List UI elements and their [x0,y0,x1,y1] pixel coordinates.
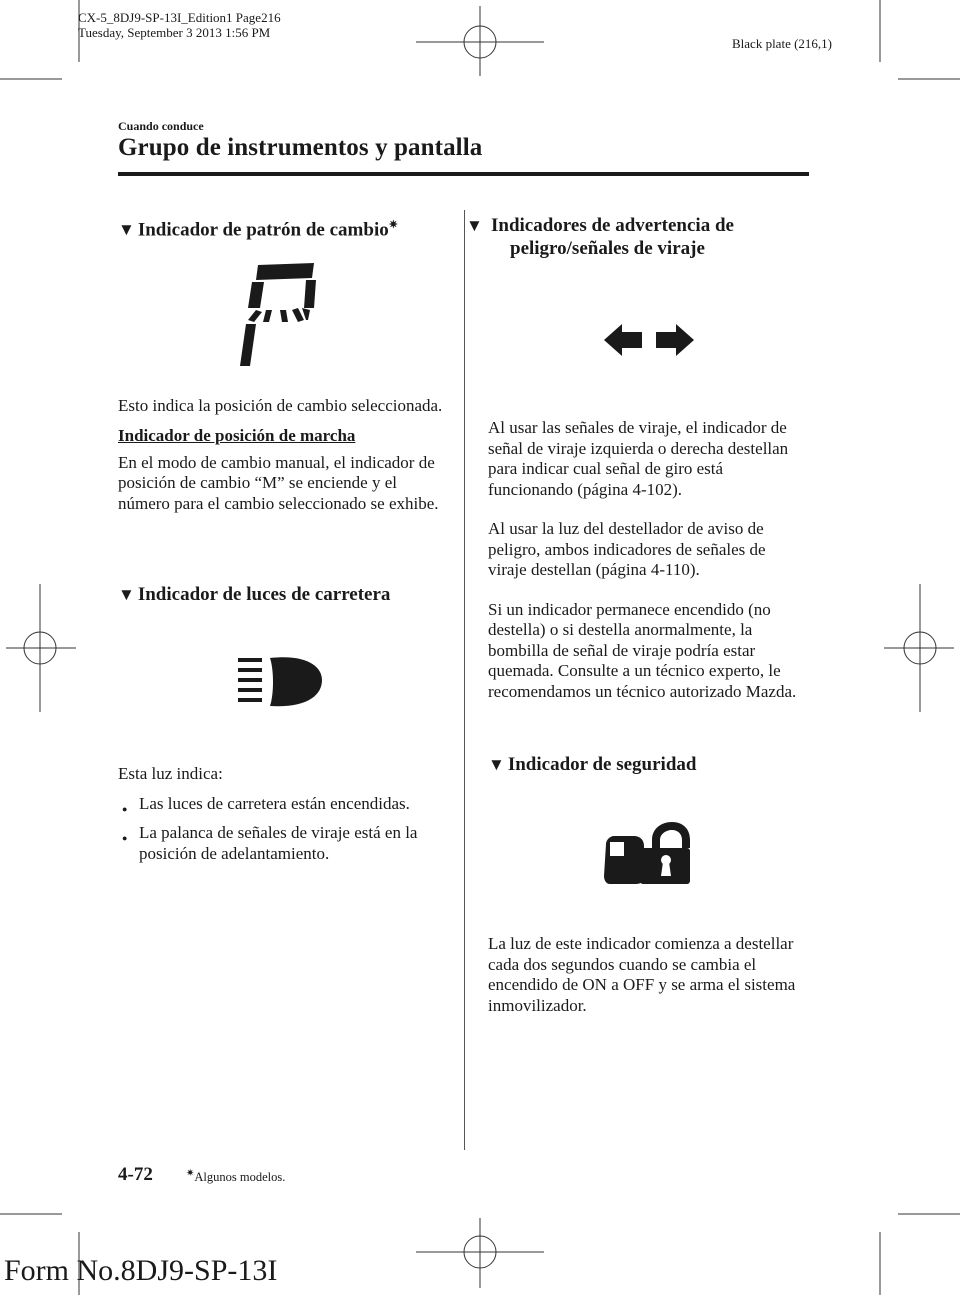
shift-pattern-heading [118,214,448,241]
turn-signal-paragraph: Si un indicador permanece encendido (no destella) o si destella anormalmente, la bombilla de señal de viraje podría estar quemada. Consulte a un técnico experto, le recomendamos un técnico autorizado Mazda. [488,599,797,701]
turn-signal-paragraph: Al usar la luz del destellador de aviso de peligro, ambos indicadores de señales de viraje destellan (página 4-110). [488,519,766,579]
star-marker-icon: ✷ [388,219,398,231]
section-label: Cuando conduce [118,119,204,133]
bullet-icon: ● [122,833,128,843]
triangle-marker-icon: ▼ [118,220,135,240]
high-beam-heading [118,583,448,606]
security-lock-car-icon [600,820,692,886]
triangle-marker-icon: ▼ [118,585,135,604]
gear-position-text: En el modo de cambio manual, el indicador de posición de cambio “M” se enciende y el número para el cambio seleccionado se exhibe. [118,452,439,513]
page-number: 4-72 [118,1164,153,1185]
footnote [186,1168,285,1185]
left-column [118,214,448,241]
security-body [488,934,808,1016]
turn-signal-section [466,214,808,260]
form-number: Form No.8DJ9-SP-13I [4,1254,278,1287]
star-marker-icon: ✷ [186,1168,195,1179]
list-item-text: Las luces de carretera están encendidas. [139,793,410,813]
shift-pattern-body [118,396,448,514]
high-beam-icon [236,654,324,710]
shift-pattern-icon [236,260,320,370]
shift-pattern-desc: Esto indica la posición de cambio seleccionada. [118,396,443,415]
footnote-text: Algunos modelos. [194,1170,286,1185]
gear-position-subheading: Indicador de posición de marcha [118,425,356,445]
list-item-text: La palanca de señales de viraje está en la posición de adelantamiento. [139,823,418,863]
security-heading-text: Indicador de seguridad [507,754,697,775]
high-beam-body [118,764,448,864]
turn-signal-paragraph: Al usar las señales de viraje, el indicador de señal de viraje izquierda o derecha destellan para indicar cual señal de giro está funcionando (página 4-102). [488,418,789,499]
turn-signal-arrows-icon [604,322,694,358]
triangle-marker-icon: ▼ [488,755,505,774]
column-divider [464,210,465,1150]
shift-pattern-heading-text: Indicador de patrón de cambio [137,219,389,241]
print-date-line: Tuesday, September 3 2013 1:56 PM [78,25,271,40]
print-file-line: CX-5_8DJ9-SP-13I_Edition1 Page216 [78,10,281,25]
print-plate: Black plate (216,1) [732,36,832,51]
bullet-icon: ● [122,803,128,814]
turn-signal-heading: ▼ Indicadores de advertencia de peligro/señales de viraje [466,215,734,259]
chapter-title: Grupo de instrumentos y pantalla [118,134,483,161]
turn-signal-heading-text: Indicadores de advertencia de peligro/señales de viraje [491,215,734,259]
security-heading [488,753,808,776]
high-beam-heading-text: Indicador de luces de carretera [137,584,391,605]
high-beam-section [118,583,448,606]
security-desc: La luz de este indicador comienza a destellar cada dos segundos cuando se cambia el encendido de ON a OFF y se arma el sistema inmovilizador. [488,934,796,1015]
header-rule [118,172,809,176]
list-item [118,823,448,864]
security-section [488,753,808,776]
turn-signal-body [488,418,808,702]
list-item [118,794,448,815]
high-beam-intro: Esta luz indica: [118,764,223,783]
